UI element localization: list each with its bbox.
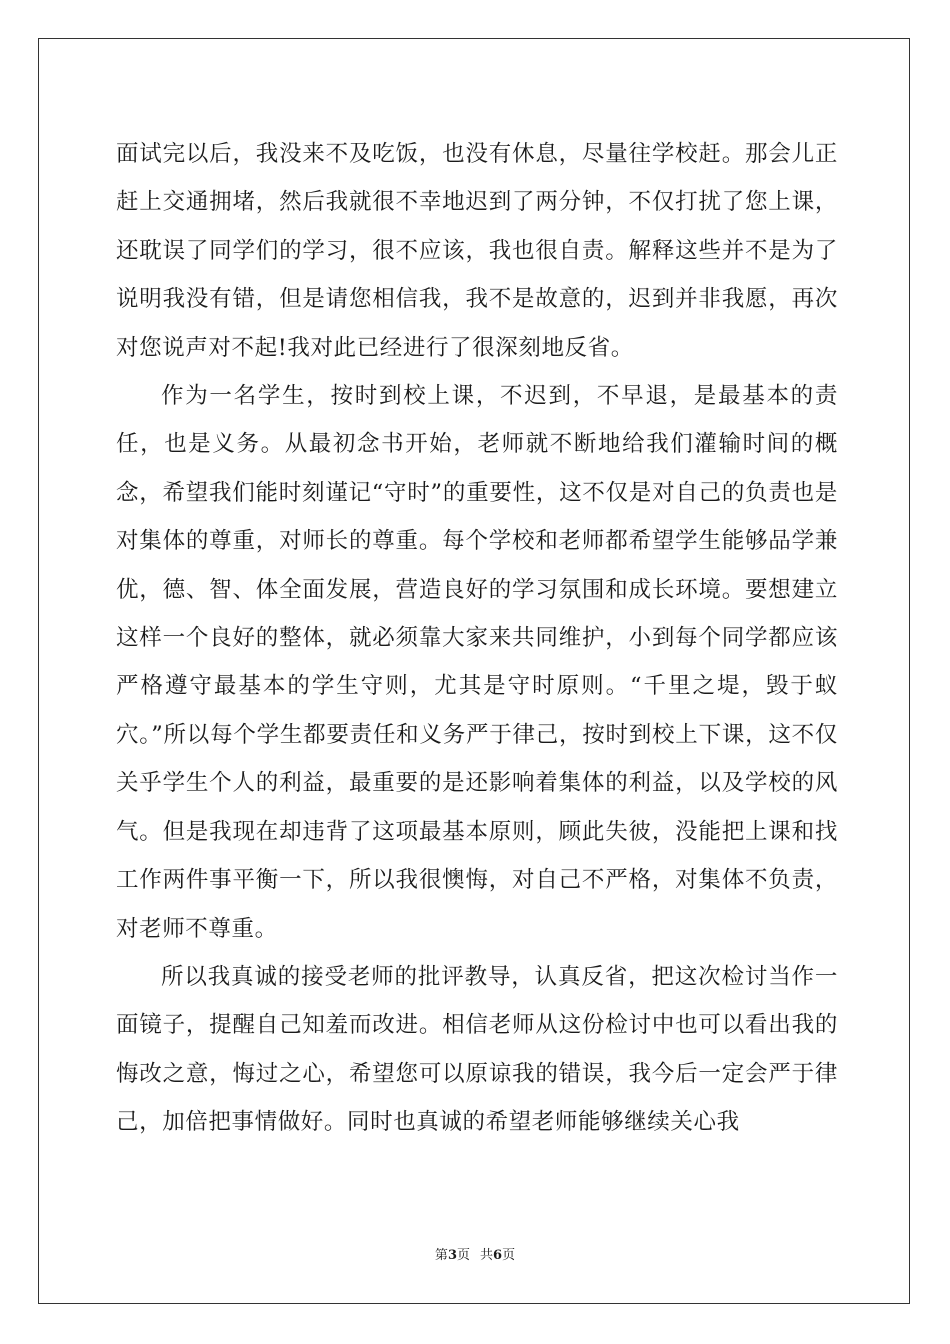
- paragraph-2: 作为一名学生，按时到校上课，不迟到，不早退，是最基本的责任，也是义务。从最初念书开始，老师就不断地给我们灌输时间的概念，希望我们能时刻谨记“守时”的重要性，这不仅是对自己的负责也是对集体的尊重，对师长的尊重。每个学校和老师都希望学生能够品学兼优，德、智、体全面发展，营造良好的学习氛围和成长环境。要想建立这样一个良好的整体，就必须靠大家来共同维护，小到每个同学都应该严格遵守最基本的学生守则，尤其是守时原则。“千里之堤，毁于蚁穴。”所以每个学生都要责任和义务严于律己，按时到校上下课，这不仅关乎学生个人的利益，最重要的是还影响着集体的利益，以及学校的风气。但是我现在却违背了这项最基本原则，顾此失彼，没能把上课和找工作两件事平衡一下，所以我很懊悔，对自己不严格，对集体不负责，对老师不尊重。: [116, 383, 838, 942]
- document-body: [116, 130, 838, 1147]
- page-number: 第3页: [434, 1248, 470, 1263]
- page-footer: [0, 1247, 950, 1265]
- paragraph-1: 面试完以后，我没来不及吃饭，也没有休息，尽量往学校赶。那会儿正赶上交通拥堵，然后我就很不幸地迟到了两分钟，不仅打扰了您上课，还耽误了同学们的学习，很不应该，我也很自责。解释这些并不是为了说明我没有错，但是请您相信我，我不是故意的，迟到并非我愿，再次对您说声对不起!我对此已经进行了很深刻地反省。: [116, 141, 838, 361]
- paragraph-3: 所以我真诚的接受老师的批评教导，认真反省，把这次检讨当作一面镜子，提醒自己知羞而改进。相信老师从这份检讨中也可以看出我的悔改之意，悔过之心，希望您可以原谅我的错误，我今后一定会严于律己，加倍把事情做好。同时也真诚的希望老师能够继续关心我: [116, 963, 838, 1136]
- page-total: 共6页: [480, 1248, 516, 1263]
